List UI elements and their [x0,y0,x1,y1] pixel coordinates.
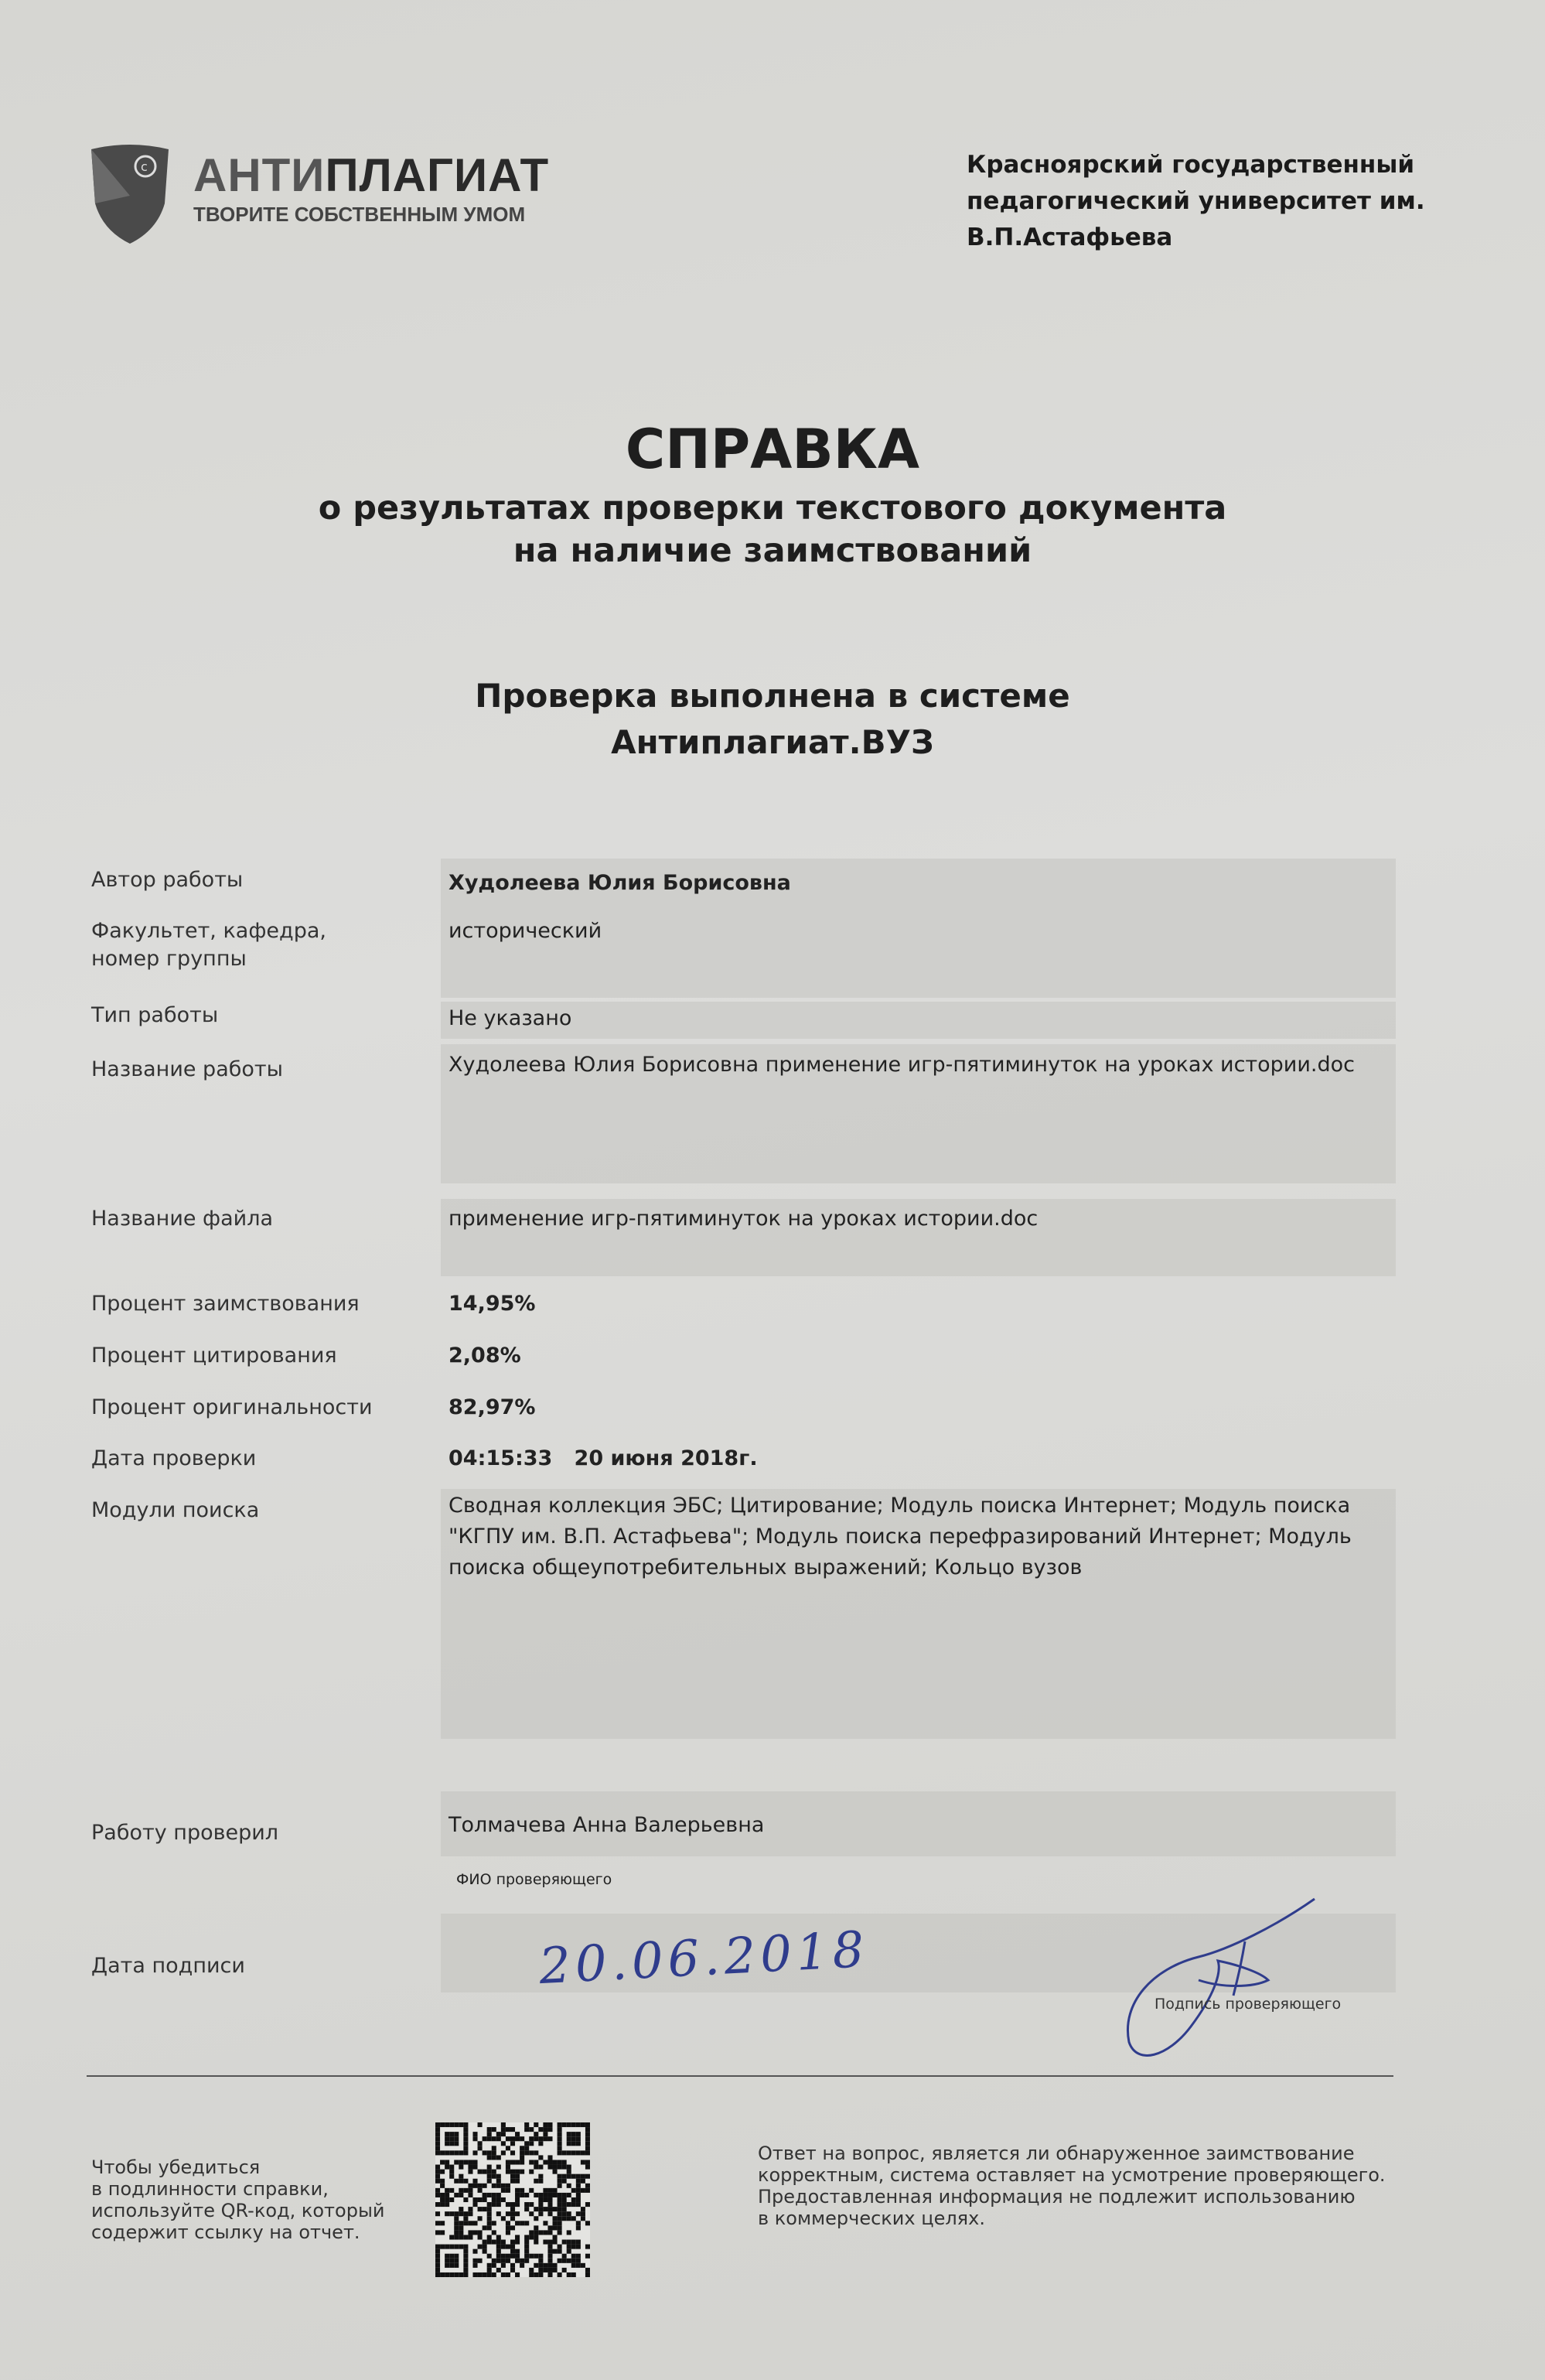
type-value: Не указано [448,1006,572,1030]
qr-hint-line: используйте QR-код, который [91,2200,385,2221]
sign-date-label: Дата подписи [91,1954,245,1978]
signature-icon [1106,1895,1338,2069]
qr-hint-line: Чтобы убедиться [91,2156,261,2178]
faculty-label-line: Факультет, кафедра, [91,919,326,943]
citation-label: Процент цитирования [91,1344,337,1368]
check-time: 04:15:33 [448,1446,553,1470]
subtitle-line: на наличие заимствований [513,531,1032,570]
footer-divider [87,2075,1393,2077]
qr-hint-line: содержит ссылку на отчет. [91,2221,360,2243]
work-title-label: Название работы [91,1057,283,1081]
logo-wordmark [193,149,549,202]
author-label: Автор работы [91,868,244,892]
system-line: Проверка выполнена в системе [475,677,1070,715]
originality-label: Процент оригинальности [91,1395,373,1419]
author-value: Худолеева Юлия Борисовна [448,871,791,895]
org-line: В.П.Астафьева [967,224,1173,251]
signature-caption: Подпись проверяющего [1154,1996,1342,2013]
file-name-value: применение игр-пятиминуток на уроках истории.doc [448,1207,1039,1231]
type-label: Тип работы [91,1003,219,1027]
logo-tagline: ТВОРИТЕ СОБСТВЕННЫМ УМОМ [193,203,526,226]
qr-code-icon[interactable] [435,2122,590,2277]
file-name-label: Название файла [91,1207,274,1231]
organization-name [967,147,1425,256]
disclaimer-line: Предоставленная информация не подлежит использованию [758,2186,1356,2208]
system-info [0,673,1545,766]
borrowing-label: Процент заимствования [91,1292,360,1316]
check-date-label: Дата проверки [91,1446,257,1470]
disclaimer [758,2143,1386,2229]
faculty-label-line: номер группы [91,947,247,971]
modules-value [448,1490,1376,1583]
system-name: Антиплагиат.ВУЗ [611,723,934,761]
qr-hint-line: в подлинности справки, [91,2178,329,2200]
antiplagiat-shield-logo-icon [87,142,172,246]
check-date-value [448,1443,1376,1474]
citation-value: 2,08% [448,1344,521,1368]
disclaimer-line: в коммерческих целях. [758,2208,985,2229]
disclaimer-line: корректным, система оставляет на усмотрение проверяющего. [758,2164,1386,2186]
document-subtitle [0,487,1545,572]
work-title-value: Худолеева Юлия Борисовна применение игр-пятиминуток на уроках истории.doc [448,1053,1355,1077]
borrowing-value: 14,95% [448,1292,536,1316]
org-line: педагогический университет им. [967,187,1425,215]
checked-by-label: Работу проверил [91,1821,279,1845]
modules-line: "КГПУ им. В.П. Астафьева"; Модуль поиска перефразирований Интернет; Модуль [448,1525,1352,1549]
faculty-value: исторический [448,919,602,943]
originality-value: 82,97% [448,1395,536,1419]
org-line: Красноярский государственный [967,151,1415,179]
faculty-label [91,917,326,973]
disclaimer-line: Ответ на вопрос, является ли обнаруженное заимствование [758,2143,1355,2164]
modules-label: Модули поиска [91,1498,260,1522]
document-title: СПРАВКА [625,418,920,481]
qr-hint [91,2156,385,2243]
modules-line: поиска общеупотребительных выражений; Кольцо вузов [448,1555,1083,1579]
checked-by-caption: ФИО проверяющего [456,1871,612,1888]
logo-part-dark: ПЛАГИАТ [325,149,550,201]
logo-part-light: АНТИ [193,149,326,201]
checked-by-value: Толмачева Анна Валерьевна [448,1813,765,1837]
handwritten-sign-date: 20.06.2018 [537,1921,871,1996]
modules-line: Сводная коллекция ЭБС; Цитирование; Модуль поиска Интернет; Модуль поиска [448,1494,1351,1518]
subtitle-line: о результатах проверки текстового документа [318,489,1227,528]
svg-text:c: c [141,159,148,174]
check-date: 20 июня 2018г. [574,1446,758,1470]
